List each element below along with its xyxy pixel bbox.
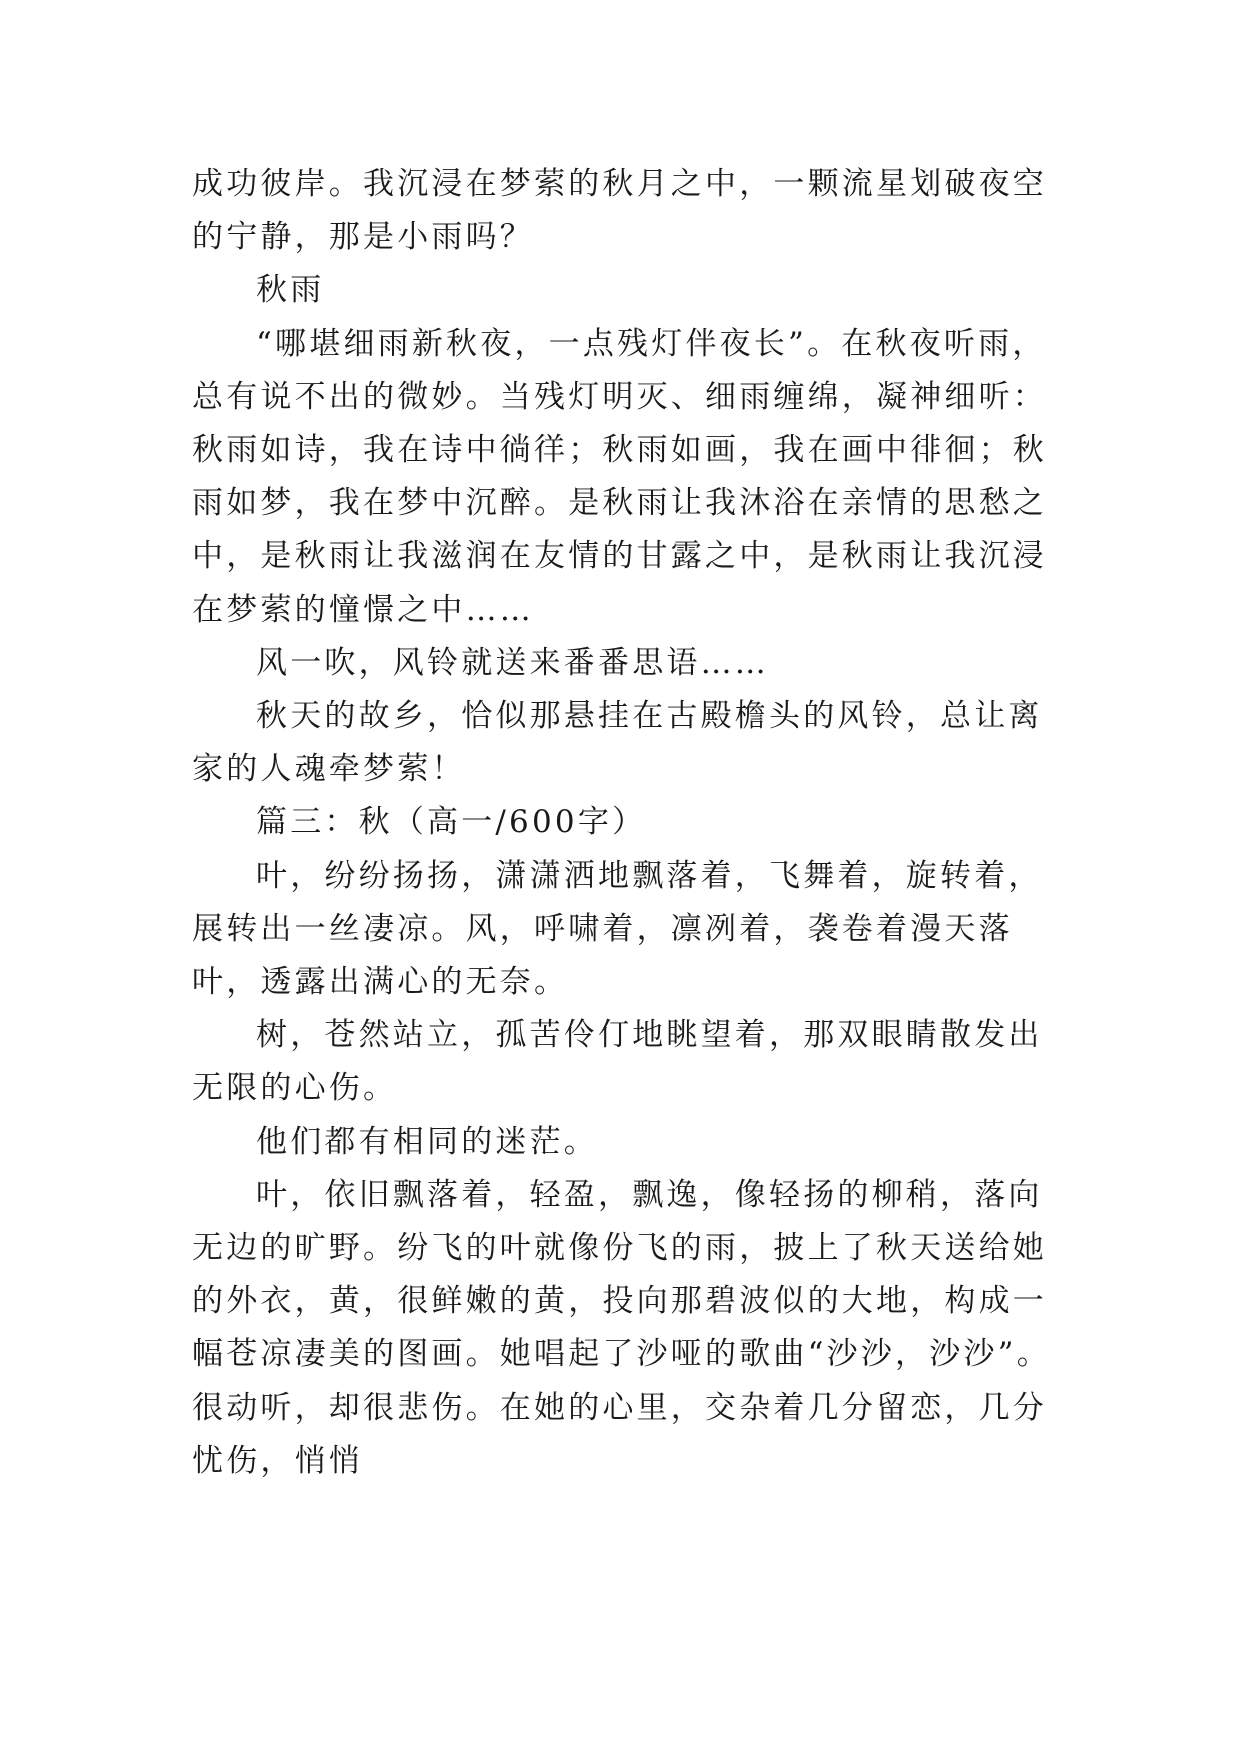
- paragraph-10: 叶，依旧飘落着，轻盈，飘逸，像轻扬的柳稍，落向无边的旷野。纷飞的叶就像份飞的雨，披上了秋天送给她的外衣，黄，很鲜嫩的黄，投向那碧波似的大地，构成一幅苍凉凄美的图画。她唱起了沙哑的歌曲“沙沙，沙沙”。很动听，却很悲伤。在她的心里，交杂着几分留恋，几分忧伤，悄悄: [192, 1176, 1051, 1479]
- document-body: [192, 158, 1052, 1488]
- paragraph-5: 秋天的故乡，恰似那悬挂在古殿檐头的风铃，总让离家的人魂牵梦萦！: [192, 698, 1043, 788]
- paragraph-3: “哪堪细雨新秋夜，一点残灯伴夜长”。在秋夜听雨，总有说不出的微妙。当残灯明灭、细雨缠绵，凝神细听：秋雨如诗，我在诗中徜徉；秋雨如画，我在画中徘徊；秋雨如梦，我在梦中沉醉。是秋雨让我沐浴在亲情的思愁之中，是秋雨让我滋润在友情的甘露之中，是秋雨让我沉浸在梦萦的憧憬之中……: [192, 325, 1047, 628]
- paragraph-9: 他们都有相同的迷茫。: [256, 1123, 598, 1160]
- paragraph-7: 叶，纷纷扬扬，潇潇洒地飘落着，飞舞着，旋转着，展转出一丝凄凉。风，呼啸着，凛冽着，袭卷着漫天落叶，透露出满心的无奈。: [192, 857, 1043, 1001]
- paragraph-1: 成功彼岸。我沉浸在梦萦的秋月之中，一颗流星划破夜空的宁静，那是小雨吗？: [192, 166, 1047, 256]
- paragraph-4: 风一吹，风铃就送来番番思语……: [256, 644, 769, 681]
- section-heading: 篇三：秋（高一/600字）: [256, 804, 647, 841]
- paragraph-8: 树，苍然站立，孤苦伶仃地眺望着，那双眼睛散发出无限的心伤。: [192, 1017, 1043, 1107]
- paragraph-2: 秋雨: [256, 272, 325, 309]
